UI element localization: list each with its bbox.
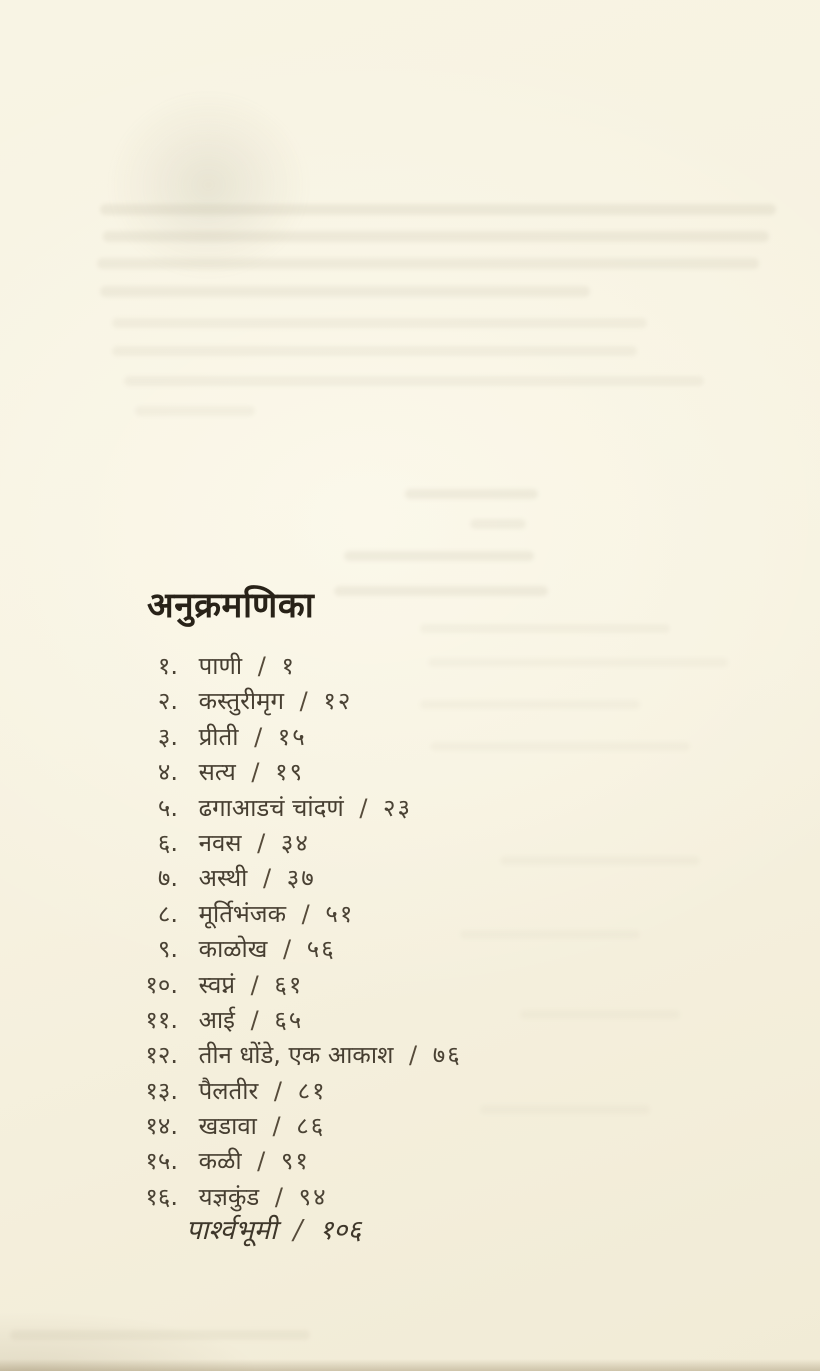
toc-list (0, 649, 820, 1215)
bleedthrough-line (470, 519, 526, 529)
entry-separator: / (283, 935, 292, 964)
entry-number: ५. (157, 793, 178, 822)
entry-number: १५. (145, 1147, 178, 1176)
toc-entry (0, 1180, 820, 1215)
toc-entry (0, 1038, 820, 1073)
appendix-title: पार्श्वभूमी (186, 1215, 277, 1246)
toc-entry (0, 755, 820, 790)
appendix-entry (186, 1212, 361, 1250)
entry-page-number: ६५ (274, 1005, 304, 1034)
entry-page-number: ५६ (306, 935, 336, 964)
entry-separator: / (263, 864, 272, 893)
entry-number: १६. (145, 1182, 178, 1211)
ink-smudge (106, 90, 311, 280)
entry-title: पाणी (198, 652, 243, 680)
bleedthrough-line (124, 376, 704, 386)
entry-separator: / (274, 1182, 283, 1211)
entry-separator: / (257, 652, 266, 680)
entry-page-number: ९४ (298, 1182, 328, 1211)
entry-number: ७. (157, 864, 178, 893)
entry-separator: / (257, 1147, 266, 1176)
toc-entry (0, 1109, 820, 1144)
toc-entry (0, 968, 820, 1003)
entry-number: ८. (157, 899, 178, 928)
entry-number: १०. (145, 970, 178, 999)
entry-title: ढगाआडचं चांदणं (198, 793, 344, 822)
entry-separator: / (273, 1076, 282, 1105)
entry-separator: / (250, 1005, 259, 1034)
bleedthrough-line (135, 406, 255, 416)
entry-title: खडावा (198, 1112, 257, 1141)
appendix-page-number: १०६ (319, 1215, 362, 1246)
toc-entry (0, 826, 820, 861)
bleedthrough-line (97, 258, 759, 269)
entry-title: सत्य (198, 758, 236, 787)
entry-separator: / (409, 1041, 418, 1070)
entry-title: यज्ञकुंड (198, 1182, 260, 1211)
entry-page-number: ७६ (432, 1041, 462, 1070)
entry-separator: / (299, 687, 308, 716)
entry-page-number: ९१ (280, 1147, 310, 1176)
bleedthrough-line (100, 286, 590, 297)
entry-title: पैलतीर (198, 1076, 259, 1105)
appendix-separator: / (293, 1215, 303, 1246)
entry-number: १२. (145, 1041, 178, 1070)
entry-number: ११. (145, 1005, 178, 1034)
bleedthrough-line (112, 346, 637, 356)
toc-entry (0, 1003, 820, 1038)
bleedthrough-line (100, 204, 776, 215)
entry-title: प्रीती (198, 722, 239, 751)
entry-number: ४. (157, 758, 178, 787)
bleedthrough-line (405, 489, 538, 499)
entry-separator: / (250, 970, 259, 999)
entry-number: ६. (157, 828, 178, 857)
toc-entry (0, 861, 820, 896)
entry-page-number: ६१ (274, 970, 304, 999)
toc-entry (0, 1074, 820, 1109)
entry-page-number: २३ (383, 793, 413, 822)
entry-number: ३. (157, 722, 178, 751)
entry-separator: / (257, 828, 266, 857)
entry-page-number: १९ (275, 758, 305, 787)
page-bottom-edge (0, 1359, 820, 1371)
toc-entry (0, 932, 820, 967)
entry-page-number: ८६ (296, 1112, 326, 1141)
entry-number: १४. (145, 1112, 178, 1141)
entry-title: कस्तुरीमृग (198, 687, 284, 716)
toc-entry (0, 649, 820, 684)
entry-separator: / (301, 899, 310, 928)
entry-number: १. (157, 652, 178, 680)
bleedthrough-line (334, 586, 548, 596)
entry-page-number: ३७ (286, 864, 316, 893)
bleedthrough-line (420, 624, 670, 633)
toc-entry (0, 791, 820, 826)
bleedthrough-line (103, 231, 769, 242)
entry-separator: / (254, 722, 263, 751)
entry-number: ९. (157, 935, 178, 964)
entry-title: काळोख (198, 935, 268, 964)
entry-title: अस्थी (198, 864, 248, 893)
entry-title: नवस (198, 828, 242, 857)
entry-title: मूर्तिभंजक (198, 899, 287, 928)
entry-page-number: ३४ (280, 828, 310, 857)
bleedthrough-line (344, 551, 534, 561)
toc-entry (0, 684, 820, 719)
entry-page-number: १ (281, 652, 296, 680)
entry-separator: / (251, 758, 260, 787)
page-title: अनुक्रमणिका (147, 586, 315, 627)
entry-number: १३. (145, 1076, 178, 1105)
entry-page-number: १५ (277, 722, 307, 751)
entry-title: स्वप्नं (198, 970, 235, 999)
toc-entry (0, 720, 820, 755)
entry-title: आई (198, 1005, 235, 1034)
entry-number: २. (157, 687, 178, 716)
entry-separator: / (272, 1112, 281, 1141)
toc-entry (0, 897, 820, 932)
entry-page-number: ८१ (297, 1076, 327, 1105)
toc-entry (0, 1144, 820, 1179)
entry-title: तीन धोंडे, एक आकाश (198, 1041, 394, 1070)
entry-page-number: ५१ (325, 899, 355, 928)
bleedthrough-line (112, 318, 647, 328)
entry-title: कळी (198, 1147, 242, 1176)
entry-separator: / (359, 793, 368, 822)
entry-page-number: १२ (323, 687, 353, 716)
